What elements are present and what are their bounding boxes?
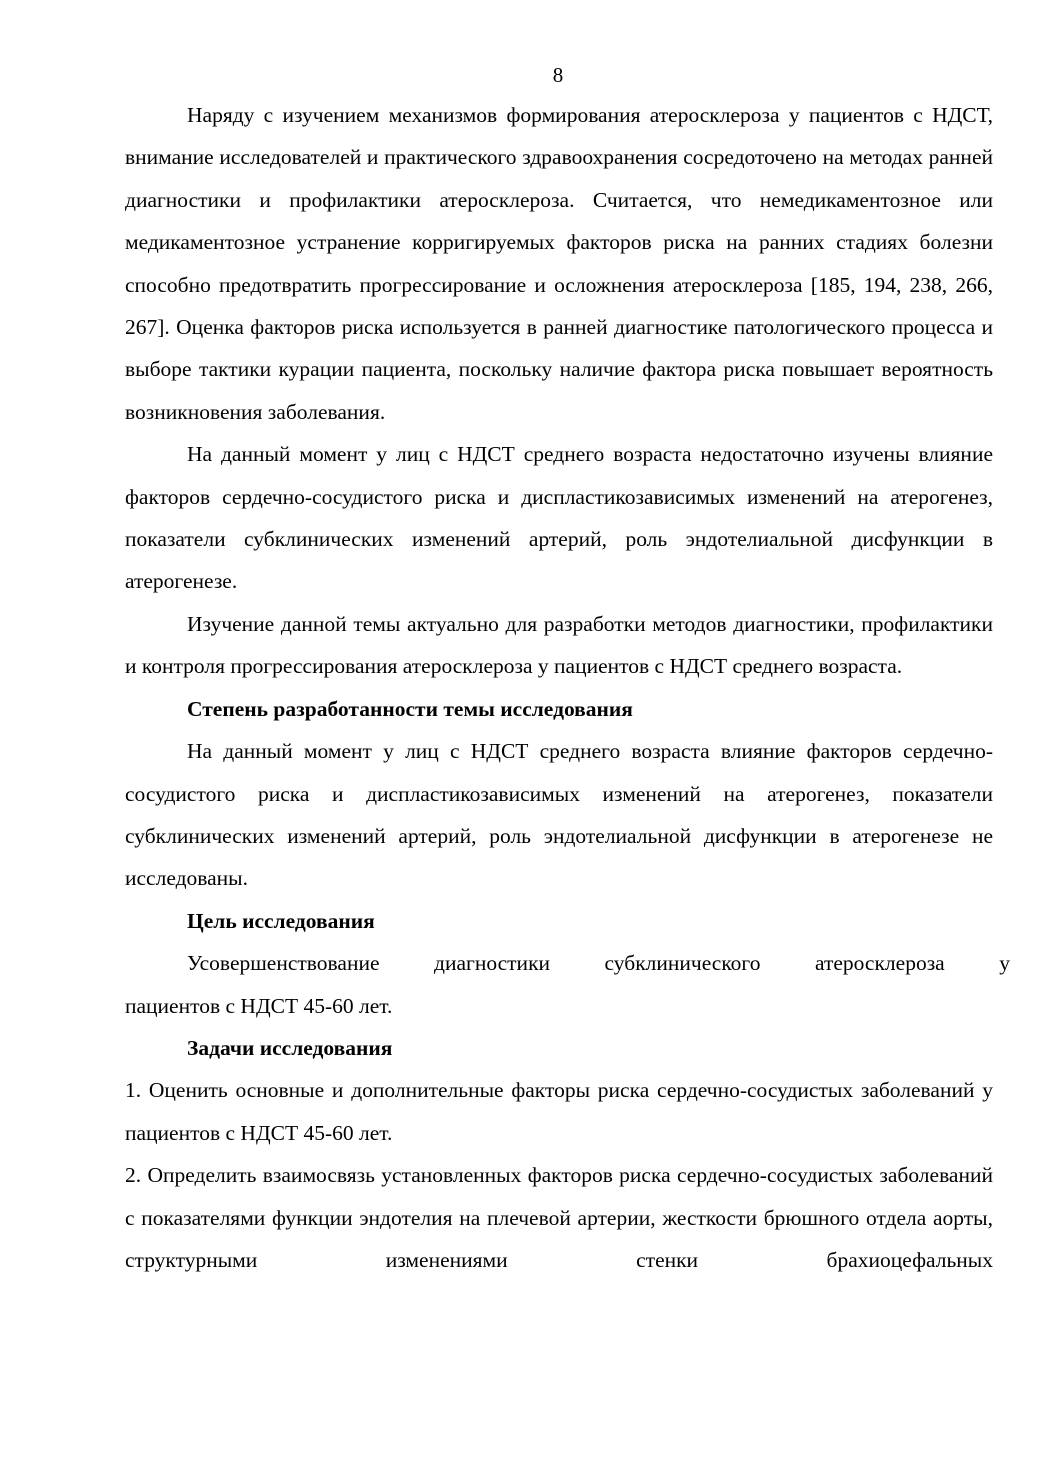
task-item-2: 2. Определить взаимосвязь установленных факторов риска сердечно-сосудистых заболеваний с показателями функции эндотелия на плечевой артерии, жесткости брюшного отдела аорты, структурными изменениями стенки брахиоцефальных: [125, 1163, 993, 1272]
page-content: [125, 94, 1010, 1281]
paragraph-current-state: На данный момент у лиц с НДСТ среднего возраста недостаточно изучены влияние факторов сердечно-сосудистого риска и диспластикозависимых изменений на атерогенез, показатели субклинических изменений артерий, роль эндотелиальной дисфункции в атерогенезе.: [125, 442, 993, 594]
heading-research-goal: Цель исследования: [187, 908, 375, 933]
page-number: 8: [552, 63, 564, 87]
paragraph-research-goal-line1: Усовершенствование диагностики субклинического атеросклероза у: [187, 951, 1010, 976]
paragraph-intro: Наряду с изучением механизмов формирования атеросклероза у пациентов с НДСТ, внимание исследователей и практического здравоохранения сосредоточено на методах ранней диагностики и профилактики атеросклероза. Считается, что немедикаментозное или медикаментозное устранение корригируемых факторов риска на ранних стадиях болезни способно предотвратить прогрессирование и осложнения атеросклероза [185, 194, 238, 266, 267]. Оценка факторов риска используется в ранней диагностике патологического процесса и выборе тактики курации пациента, поскольку наличие фактора риска повышает вероятность возникновения заболевания.: [125, 103, 993, 424]
task-item-1: 1. Оценить основные и дополнительные факторы риска сердечно-сосудистых заболеваний у пациентов с НДСТ 45-60 лет.: [125, 1078, 993, 1145]
paragraph-relevance: Изучение данной темы актуально для разработки методов диагностики, профилактики и контроля прогрессирования атеросклероза у пациентов с НДСТ среднего возраста.: [125, 611, 993, 679]
heading-degree-of-development: Степень разработанности темы исследования: [187, 696, 633, 721]
heading-research-tasks: Задачи исследования: [187, 1035, 393, 1060]
paragraph-research-goal-line2: пациентов с НДСТ 45-60 лет.: [125, 993, 393, 1018]
paragraph-degree-of-development: На данный момент у лиц с НДСТ среднего возраста влияние факторов сердечно-сосудистого риска и диспластикозависимых изменений на атерогенез, показатели субклинических изменений артерий, роль эндотелиальной дисфункции в атерогенезе не исследованы.: [125, 739, 993, 891]
